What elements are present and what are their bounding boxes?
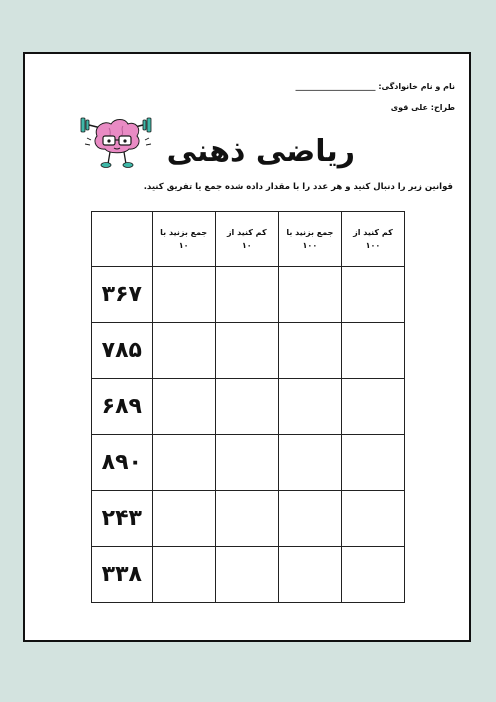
answer-cell[interactable] (278, 435, 341, 491)
answer-cell[interactable] (152, 491, 215, 547)
answer-cell[interactable] (341, 379, 404, 435)
answer-cell[interactable] (341, 323, 404, 379)
answer-cell[interactable] (341, 435, 404, 491)
answer-cell[interactable] (152, 547, 215, 603)
row-number: ۳۶۷ (92, 267, 153, 323)
answer-cell[interactable] (215, 323, 278, 379)
designer-line: طراح: علی قوی (390, 103, 455, 112)
answer-cell[interactable] (278, 491, 341, 547)
answer-cell[interactable] (341, 267, 404, 323)
answer-cell[interactable] (278, 547, 341, 603)
name-blank[interactable]: ____________________ (295, 82, 376, 91)
column-header-operand: ۱۰ (241, 241, 252, 250)
instructions-text: قوانین زیر را دنبال کنید و هر عدد را با مقدار داده شده جمع یا تفریق کنید. (143, 182, 453, 192)
answer-cell[interactable] (215, 491, 278, 547)
column-header-operation: جمع بزنید با (160, 228, 208, 237)
math-table (91, 211, 405, 603)
worksheet-page (23, 52, 471, 642)
answer-cell[interactable] (215, 547, 278, 603)
table-row (92, 323, 405, 379)
table-row (92, 435, 405, 491)
page-title: ریاضی ذهنی (166, 134, 355, 169)
row-number: ۶۸۹ (92, 379, 153, 435)
column-header-operand: ۱۰۰ (365, 241, 381, 250)
answer-cell[interactable] (215, 267, 278, 323)
row-number: ۲۴۳ (92, 491, 153, 547)
answer-cell[interactable] (152, 379, 215, 435)
brain-lifting-weights-icon (79, 112, 159, 172)
answer-cell[interactable] (152, 435, 215, 491)
column-header-operand: ۱۰ (178, 241, 189, 250)
answer-cell[interactable] (278, 323, 341, 379)
row-number: ۷۸۵ (92, 323, 153, 379)
table-row (92, 267, 405, 323)
table-row (92, 379, 405, 435)
column-header-operation: کم کنید از (226, 228, 267, 237)
column-header (152, 212, 215, 267)
row-number: ۸۹۰ (92, 435, 153, 491)
column-header (278, 212, 341, 267)
answer-cell[interactable] (152, 323, 215, 379)
answer-cell[interactable] (341, 547, 404, 603)
column-header (215, 212, 278, 267)
name-label: نام و نام خانوادگی: (378, 82, 455, 91)
column-header-operation: کم کنید از (353, 228, 393, 237)
answer-cell[interactable] (341, 491, 404, 547)
column-header (341, 212, 404, 267)
answer-cell[interactable] (215, 379, 278, 435)
answer-cell[interactable] (278, 379, 341, 435)
table-row (92, 547, 405, 603)
answer-cell[interactable] (215, 435, 278, 491)
answer-cell[interactable] (278, 267, 341, 323)
row-number: ۳۳۸ (92, 547, 153, 603)
table-row (92, 491, 405, 547)
answer-cell[interactable] (152, 267, 215, 323)
column-header-operation: جمع بزنید با (286, 228, 334, 237)
table-header-row (92, 212, 405, 267)
corner-cell (92, 212, 153, 267)
column-header-operand: ۱۰۰ (302, 241, 318, 250)
name-line (296, 82, 455, 91)
